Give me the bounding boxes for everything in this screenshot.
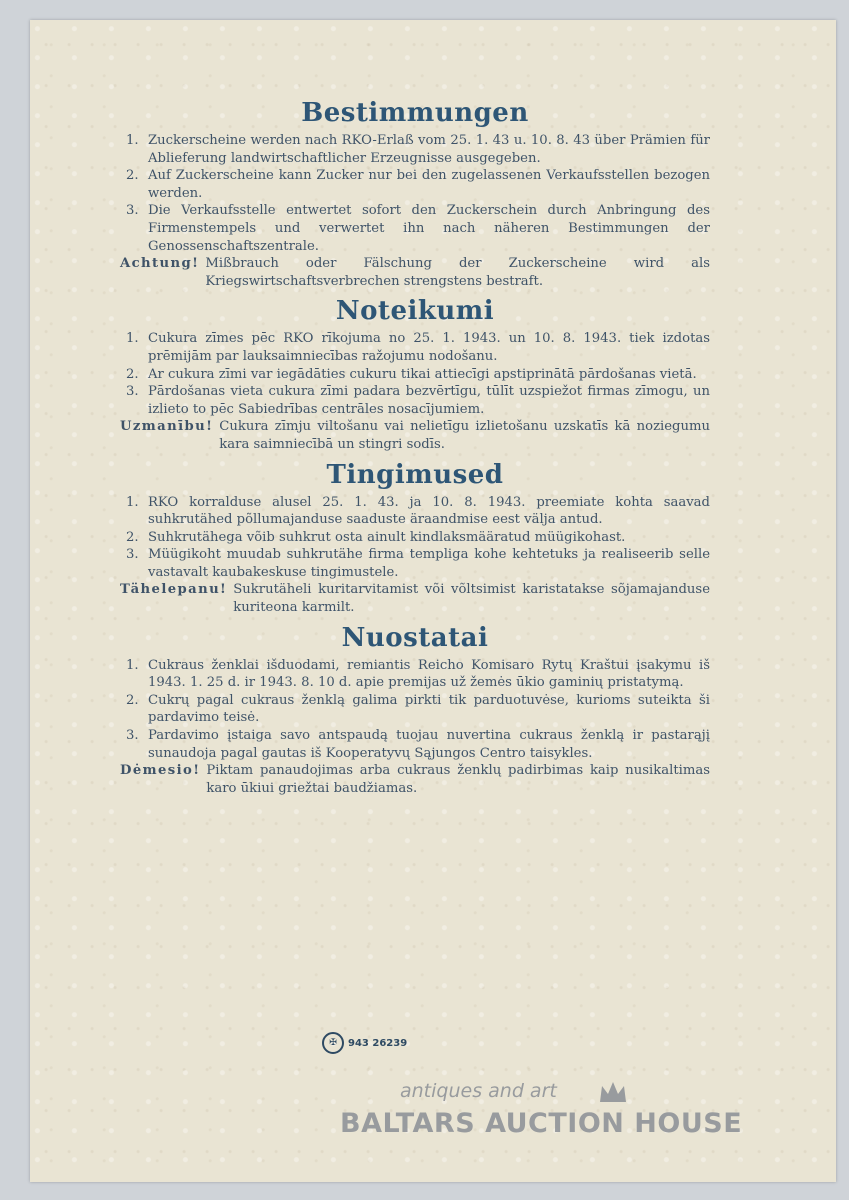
list-item [120, 383, 710, 418]
warning-label: Dėmesio! [120, 763, 201, 779]
crown-icon [598, 1080, 628, 1104]
item-number: 1. [126, 494, 139, 510]
warning-label: Tähelepanu! [120, 582, 228, 598]
item-text: Ar cukura zīmi var iegādāties cukuru tikai attiecīgi apstiprinātā pārdošanas vietā. [148, 366, 697, 382]
warning-label: Uzmanību! [120, 419, 214, 435]
printer-mark [322, 1032, 407, 1054]
warning-text: Cukura zīmju viltošanu vai nelietīgu izlietošanu uzskatīs kā noziegumu kara saimniecībā un stingri sodīs. [219, 419, 710, 452]
item-number: 3. [126, 728, 139, 744]
item-number: 2. [126, 529, 139, 545]
section-title: Bestimmungen [301, 98, 529, 128]
item-number: 3. [126, 547, 139, 563]
warning-note [120, 762, 710, 797]
item-text: Cukrų pagal cukraus ženklą galima pirkti tik parduotuvėse, kurioms suteikta ši pardavimo teisė. [148, 692, 710, 726]
item-text: Müügikoht muudab suhkrutähe firma templiga kohe kehtetuks ja realiseerib selle vastavalt kaubakeskuse tingimustele. [148, 547, 710, 580]
list-item [120, 167, 710, 202]
item-text: Cukura zīmes pēc RKO rīkojuma no 25. 1. 1943. un 10. 8. 1943. tiek izdotas prēmijām par lauksaimniecības ražojumu nodošanu. [148, 331, 710, 364]
section-lithuanian [120, 623, 710, 798]
print-code: 943 26239 [348, 1037, 408, 1049]
watermark-tagline: antiques and art [400, 1080, 557, 1102]
item-number: 2. [126, 366, 139, 382]
warning-label: Achtung! [120, 256, 200, 272]
warning-note [120, 581, 710, 616]
item-text: Cukraus ženklai išduodami, remiantis Reicho Komisaro Rytų Kraštui įsakymu iš 1943. 1. 25 d. ir 1943. 8. 10 d. apie premijas už žemės ūkio gaminių pristatymą. [148, 657, 710, 691]
item-number: 1. [126, 657, 139, 673]
section-latvian [120, 296, 710, 453]
item-number: 1. [126, 133, 139, 148]
watermark-house-name [340, 1108, 742, 1139]
item-number: 3. [126, 384, 139, 400]
list-item [120, 330, 710, 365]
item-text: Zuckerscheine werden nach RKO-Erlaß vom 25. 1. 43 u. 10. 8. 43 über Prämien für Ablieferung landwirtschaftlicher Erzeugnisse ausgegeben. [148, 133, 710, 166]
list-item [120, 529, 710, 547]
list-item [120, 727, 710, 762]
watermark-part-2: N HOUSE [601, 1108, 743, 1139]
warning-note [120, 418, 710, 453]
list-item [120, 657, 710, 692]
watermark-part-1: BALTARS AUCTI [340, 1108, 578, 1139]
section-title: Nuostatai [341, 622, 489, 653]
printer-logo-icon: ✠ [322, 1032, 344, 1054]
item-text: Die Verkaufsstelle entwertet sofort den Zuckerschein durch Anbringung des Firmenstempels und verwertet ihn nach näheren Bestimmungen der Genossenschaftszentrale. [148, 203, 710, 254]
section-title: Tingimused [326, 459, 504, 490]
list-item [120, 494, 710, 529]
watermark-o: O [577, 1108, 602, 1139]
section-title: Noteikumi [335, 296, 495, 327]
list-item [120, 366, 710, 384]
item-number: 1. [126, 331, 139, 347]
section-german [120, 98, 710, 290]
item-text: Pārdošanas vieta cukura zīmi padara bezvērtīgu, tūlīt uzspiežot firmas zīmogu, un izlieto to pēc Sabiedrības centrāles nosacījumiem. [148, 384, 710, 417]
item-text: Suhkrutähega võib suhkrut osta ainult kindlaksmääratud müügikohast. [148, 529, 626, 545]
item-number: 3. [126, 203, 139, 219]
item-number: 2. [126, 168, 139, 184]
item-text: Auf Zuckerscheine kann Zucker nur bei den zugelassenen Verkaufsstellen bezogen werden. [148, 168, 710, 201]
item-number: 2. [126, 692, 139, 708]
list-item [120, 132, 710, 167]
warning-text: Piktam panaudojimas arba cukraus ženklų padirbimas kaip nusikaltimas karo ūkiui griežtai baudžiamas. [206, 763, 710, 796]
document-page [30, 20, 836, 1182]
warning-text: Sukrutäheli kuritarvitamist või võltsimist karistatakse sõjamajanduse kuriteona karmilt. [233, 582, 710, 616]
warning-note [120, 255, 710, 290]
document-content [120, 98, 710, 803]
section-estonian [120, 460, 710, 617]
list-item [120, 202, 710, 255]
list-item [120, 692, 710, 727]
item-text: RKO korralduse alusel 25. 1. 43. ja 10. 8. 1943. preemiate kohta saavad suhkrutähed põllumajanduse saaduste äraandmise eest välja antud. [148, 494, 710, 528]
list-item [120, 546, 710, 581]
warning-text: Mißbrauch oder Fälschung der Zuckerscheine wird als Kriegswirtschaftsverbrechen strengstens bestraft. [205, 256, 710, 289]
item-text: Pardavimo įstaiga savo antspaudą tuojau nuvertina cukraus ženklą ir pastarąjį sunaudoja pagal gautas iš Kooperatyvų Sąjungos Centro taisykles. [148, 728, 710, 761]
